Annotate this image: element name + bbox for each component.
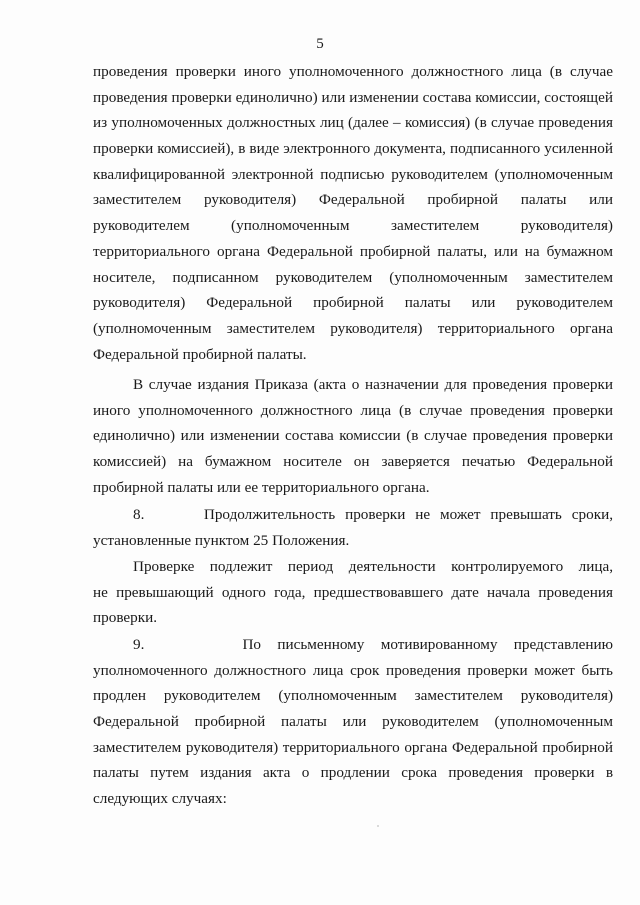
text-line: 9. По письменному мотивированному представлению: [133, 636, 613, 653]
text-line: руководителя) Федеральной пробирной палаты или руководителем: [93, 294, 613, 312]
page-number: 5: [316, 36, 324, 52]
paragraph-item-8: [93, 502, 613, 553]
text-line: Проверке подлежит период деятельности контролируемого лица,: [133, 558, 613, 575]
text-line: из уполномоченных должностных лиц (далее – комиссия) (в случае проведения: [93, 114, 613, 132]
text-line: пробирной палаты или ее территориального органа.: [93, 478, 430, 496]
scan-speck: [377, 825, 379, 827]
text-line: (уполномоченным заместителем руководителя) территориального органа: [93, 319, 613, 337]
text-line: следующих случаях:: [93, 790, 227, 808]
text-line: Федеральной пробирной палаты или руководителем (уполномоченным: [93, 713, 613, 731]
text-line: уполномоченного должностного лица срок проведения проверки может быть: [93, 661, 613, 679]
text-line: проведения проверки единолично) или изменении состава комиссии, состоящей: [93, 88, 613, 106]
text-line: проведения проверки иного уполномоченного должностного лица (в случае: [93, 63, 613, 80]
text-line: установленные пунктом 25 Положения.: [93, 531, 350, 549]
paragraph-inspection-period: [93, 554, 613, 631]
text-line: не превышающий одного года, предшествовавшего дате начала проведения: [93, 583, 613, 601]
text-line: единолично) или изменении состава комиссии (в случае проведения проверки: [93, 427, 613, 445]
text-line: палаты путем издания акта о продлении срока проведения проверки в: [93, 764, 613, 782]
text-line: руководителем (уполномоченным заместителем руководителя): [93, 217, 613, 235]
text-line: носителе, подписанном руководителем (уполномоченным заместителем: [93, 268, 613, 286]
text-line: 8. Продолжительность проверки не может превышать сроки,: [133, 506, 613, 523]
paragraph-item-9: [93, 632, 613, 812]
text-line: проверки комиссией), в виде электронного документа, подписанного усиленной: [93, 140, 613, 158]
text-line: Федеральной пробирной палаты.: [93, 345, 307, 363]
text-line: В случае издания Приказа (акта о назначении для проведения проверки: [133, 376, 613, 393]
text-line: заместителем руководителя) территориального органа Федеральной пробирной: [93, 738, 613, 756]
text-line: комиссией) на бумажном носителе он заверяется печатью Федеральной: [93, 453, 613, 471]
text-line: территориального органа Федеральной пробирной палаты, или на бумажном: [93, 242, 613, 260]
text-line: заместителем руководителя) Федеральной пробирной палаты или: [93, 191, 613, 209]
paragraph-order-paper: [93, 372, 613, 500]
text-line: продлен руководителем (уполномоченным заместителем руководителя): [93, 687, 613, 705]
paragraph-continuation: [93, 59, 613, 367]
text-line: иного уполномоченного должностного лица (в случае проведения проверки: [93, 401, 613, 419]
text-line: проверки.: [93, 609, 158, 627]
text-line: квалифицированной электронной подписью руководителем (уполномоченным: [93, 165, 613, 183]
